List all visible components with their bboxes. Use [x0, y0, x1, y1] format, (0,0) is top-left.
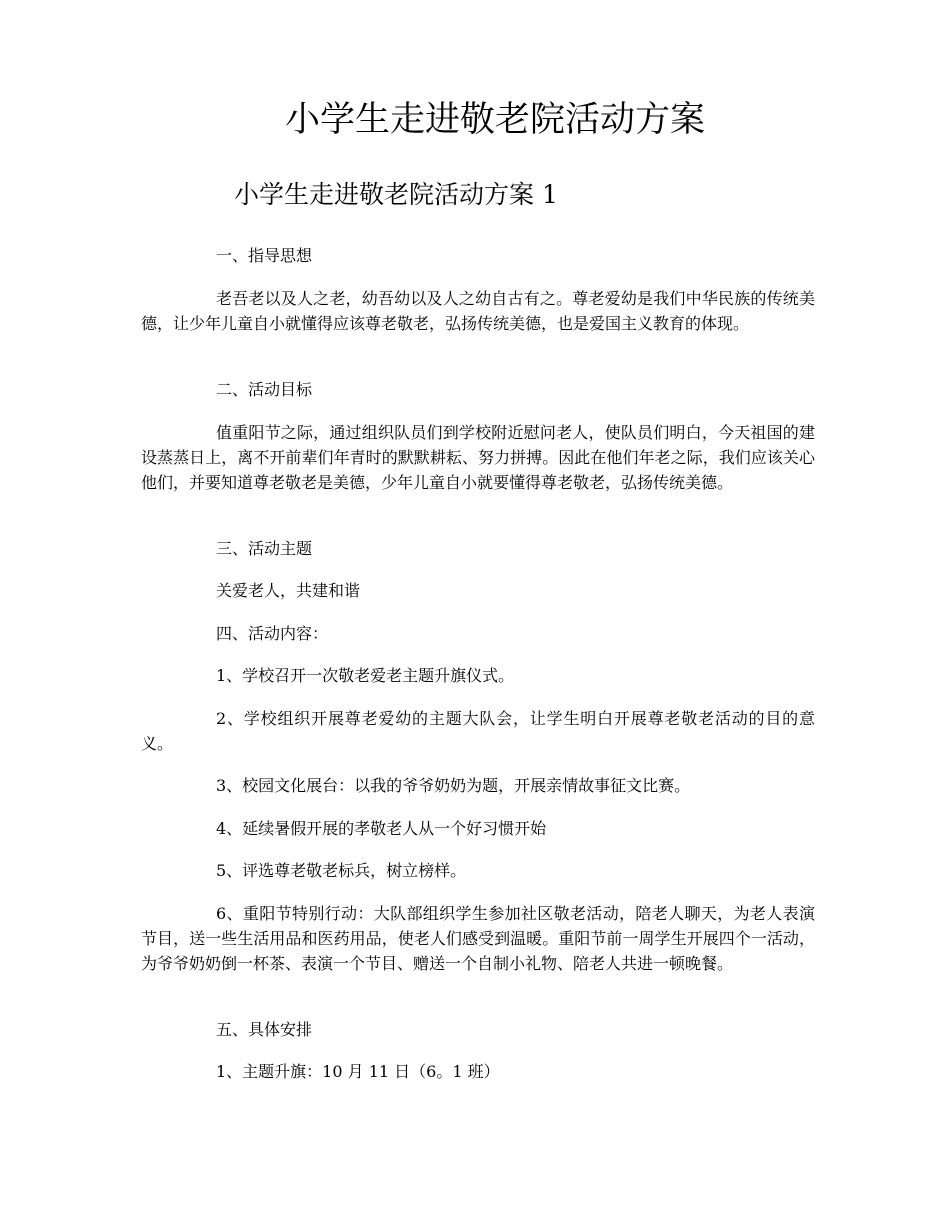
arrangement-item-1: 1、主题升旗：10 月 11 日（6。1 班）	[216, 1062, 500, 1081]
paragraph-activity-theme: 关爱老人，共建和谐	[216, 581, 361, 600]
list-item-4: 4、延续暑假开展的孝敬老人从一个好习惯开始	[216, 819, 547, 838]
list-item-1: 1、学校召开一次敬老爱老主题升旗仪式。	[216, 666, 515, 685]
list-item-6: 6、重阳节特别行动：大队部组织学生参加社区敬老活动，陪老人聊天，为老人表演节目，送一些生活用品和医药用品，使老人们感受到温暖。重阳节前一周学生开展四个一活动，为爷爷奶奶倒一杯茶、表演一个节目、赠送一个自制小礼物、陪老人共进一顿晚餐。	[141, 904, 815, 973]
heading-specific-arrangement: 五、具体安排	[216, 1020, 313, 1039]
list-item-3: 3、校园文化展台：以我的爷爷奶奶为题，开展亲情故事征文比赛。	[216, 776, 691, 795]
heading-activity-theme: 三、活动主题	[216, 539, 313, 558]
heading-guiding-thought: 一、指导思想	[216, 246, 313, 265]
paragraph-activity-goal: 值重阳节之际，通过组织队员们到学校附近慰问老人，使队员们明白，今天祖国的建设蒸蒸日上，离不开前辈们年青时的默默耕耘、努力拼搏。因此在他们年老之际，我们应该关心他们，并要知道尊老敬老是美德，少年儿童自小就要懂得尊老敬老，弘扬传统美德。	[141, 423, 815, 492]
list-item-2: 2、学校组织开展尊老爱幼的主题大队会，让学生明白开展尊老敬老活动的目的意义。	[141, 709, 815, 753]
heading-activity-goal: 二、活动目标	[216, 380, 313, 399]
list-item-5: 5、评选尊老敬老标兵，树立榜样。	[216, 861, 467, 880]
paragraph-guiding-thought: 老吾老以及人之老，幼吾幼以及人之幼自古有之。尊老爱幼是我们中华民族的传统美德，让少年儿童自小就懂得应该尊老敬老，弘扬传统美德，也是爱国主义教育的体现。	[141, 289, 815, 333]
heading-activity-content: 四、活动内容：	[216, 624, 329, 643]
section-title: 小学生走进敬老院活动方案 1	[234, 180, 558, 209]
document-title: 小学生走进敬老院活动方案	[284, 100, 705, 140]
